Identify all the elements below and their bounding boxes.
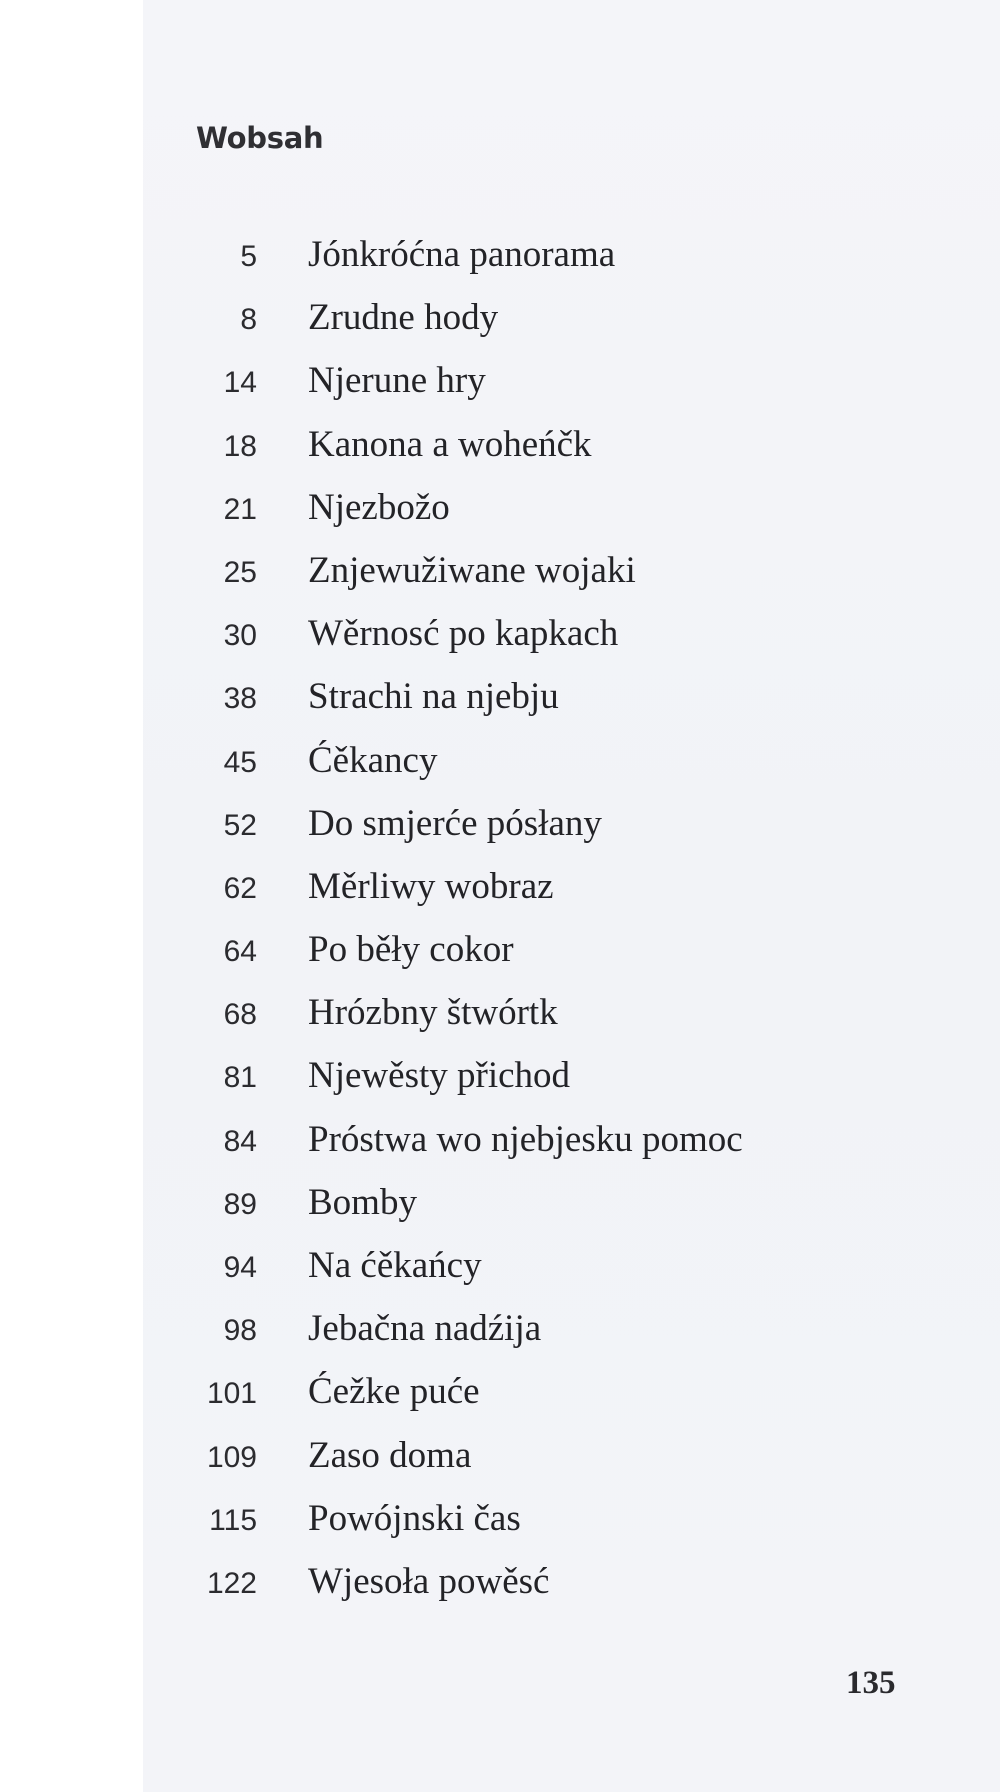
toc-page-number: 122: [206, 1566, 257, 1600]
toc-entry: [0, 358, 1000, 421]
toc-entry: [0, 611, 1000, 674]
toc-chapter-title: Strachi na njebju: [308, 676, 559, 718]
toc-page-number: 5: [240, 240, 257, 273]
toc-page-number: 109: [206, 1440, 257, 1474]
toc-entry: [0, 990, 1000, 1053]
toc-page-number: 94: [223, 1251, 257, 1284]
toc-page-number: 52: [223, 808, 257, 842]
toc-chapter-title: Njerune hry: [308, 360, 486, 402]
toc-chapter-title: Próstwa wo njebjesku pomoc: [308, 1118, 743, 1160]
toc-entry: [0, 422, 1000, 485]
toc-page-number: 18: [223, 429, 257, 463]
toc-page-number: 101: [206, 1377, 257, 1411]
toc-chapter-title: Zaso doma: [308, 1434, 472, 1476]
toc-entry: [0, 232, 1000, 295]
toc-entry: [0, 1433, 1000, 1496]
toc-entry: [0, 485, 1000, 548]
toc-page-number: 64: [223, 935, 257, 969]
toc-chapter-title: Na ćěkańcy: [308, 1245, 482, 1286]
toc-page-number: 21: [223, 492, 257, 526]
toc-page-number: 115: [209, 1503, 257, 1537]
toc-chapter-title: Ćěkancy: [308, 739, 438, 781]
toc-entry: [0, 1496, 1000, 1559]
toc-chapter-title: Njewěsty přichod: [308, 1055, 571, 1097]
toc-chapter-title: Znjewužiwane wojaki: [308, 549, 636, 591]
toc-page-number: 62: [223, 871, 257, 905]
toc-chapter-title: Bomby: [308, 1181, 417, 1223]
toc-entry: [0, 1117, 1000, 1180]
toc-chapter-title: Měrliwy wobraz: [308, 865, 554, 907]
toc-page-number: 98: [223, 1314, 257, 1348]
toc-chapter-title: Po běły cokor: [308, 929, 514, 971]
toc-chapter-title: Ćežke puće: [308, 1371, 480, 1413]
toc-page-number: 25: [223, 555, 257, 589]
toc-chapter-title: Hrózbny štwórtk: [308, 992, 558, 1034]
toc-entry: [0, 864, 1000, 927]
toc-page-number: 45: [223, 745, 257, 779]
toc-entry: [0, 1053, 1000, 1116]
toc-page-number: 84: [223, 1124, 257, 1158]
toc-chapter-title: Zrudne hody: [308, 297, 499, 339]
toc-entry: [0, 295, 1000, 358]
toc-chapter-title: Wěrnosć po kapkach: [308, 613, 619, 655]
table-of-contents: [0, 232, 1000, 1622]
toc-page-number: 14: [223, 366, 257, 400]
toc-entry: [0, 927, 1000, 990]
toc-page-number: 89: [223, 1187, 257, 1221]
toc-chapter-title: Jónkróćna panorama: [308, 234, 616, 275]
toc-page-number: 68: [223, 998, 257, 1032]
page-title: Wobsah: [196, 121, 324, 155]
toc-entry: [0, 738, 1000, 801]
toc-entry: [0, 1559, 1000, 1622]
toc-chapter-title: Powójnski čas: [308, 1497, 521, 1539]
toc-page-number: 38: [223, 682, 257, 716]
page-number: 135: [846, 1665, 896, 1701]
toc-page-number: 8: [240, 303, 257, 337]
toc-chapter-title: Do smjerće pósłany: [308, 802, 602, 844]
toc-chapter-title: Jebačna nadźija: [308, 1308, 542, 1350]
toc-page-number: 81: [223, 1061, 257, 1095]
toc-chapter-title: Wjesoła powěsć: [308, 1560, 550, 1602]
toc-entry: [0, 1369, 1000, 1432]
toc-chapter-title: Kanona a woheńčk: [308, 423, 592, 465]
toc-entry: [0, 548, 1000, 611]
toc-entry: [0, 801, 1000, 864]
toc-entry: [0, 1306, 1000, 1369]
toc-page-number: 30: [223, 619, 257, 653]
toc-entry: [0, 1180, 1000, 1243]
toc-chapter-title: Njezbožo: [308, 486, 450, 528]
toc-entry: [0, 674, 1000, 737]
toc-entry: [0, 1243, 1000, 1306]
